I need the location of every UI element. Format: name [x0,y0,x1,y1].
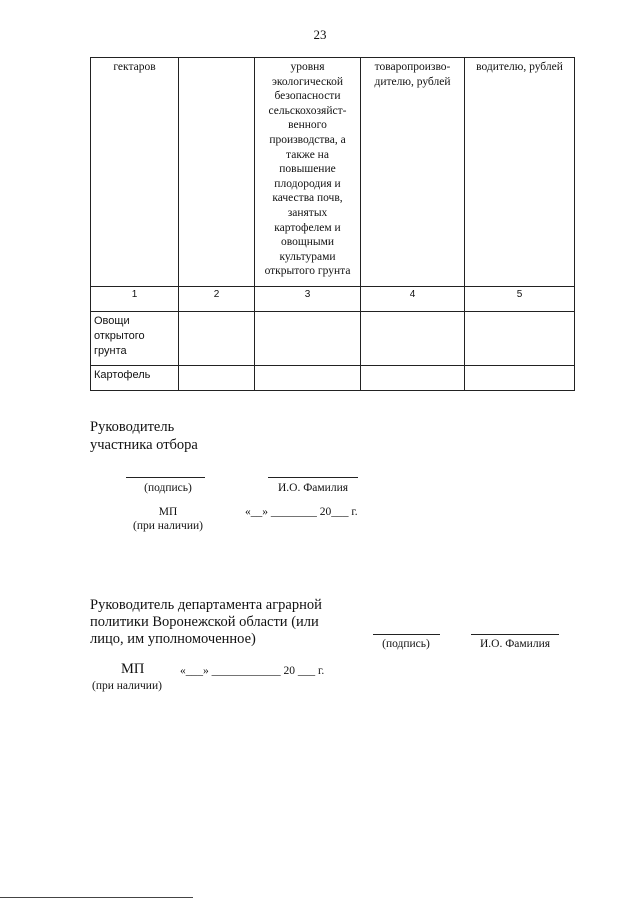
participant-date-field[interactable]: «__» ________ 20___ г. [245,506,358,518]
department-title-line3: лицо, им уполномоченное) [90,631,256,647]
department-date-field[interactable]: «___» ____________ 20 ___ г. [180,665,325,677]
department-stamp-label: МП [121,661,145,677]
header-cell-3: уровня экологической безопасности сельскохозяйст-венного производства, а также на повышение плодородия и качества почв, занятых картофелем и овощными культурами открытого грунта [255,58,361,287]
department-signature-label: (подпись) [382,638,430,650]
department-stamp-note: (при наличии) [92,680,162,692]
table-cell[interactable] [255,312,361,366]
participant-signature-label: (подпись) [144,482,192,494]
table-cell[interactable] [179,366,255,391]
row-label-vegetables: Овощи открытого грунта [91,312,179,366]
table-row [91,366,575,391]
department-title-line1: Руководитель департамента аграрной [90,597,322,613]
participant-title-line2: участника отбора [90,437,198,453]
table-header-row [91,58,575,287]
header-cell-4: товаропроизво-дителю, рублей [361,58,465,287]
participant-name-label: И.О. Фамилия [277,482,349,494]
participant-signature-line[interactable] [126,477,205,478]
participant-title-line1: Руководитель [90,419,175,435]
row-label-potatoes: Картофель [91,366,179,391]
table-cell[interactable] [255,366,361,391]
header-cell-1: гектаров [91,58,179,287]
column-number: 5 [465,287,575,312]
page-number: 23 [313,27,327,42]
table-cell[interactable] [179,312,255,366]
department-name-label: И.О. Фамилия [479,638,551,650]
participant-name-line[interactable] [268,477,358,478]
column-number: 4 [361,287,465,312]
department-signature-line[interactable] [373,634,440,635]
header-cell-5: водителю, рублей [465,58,575,287]
header-cell-2 [179,58,255,287]
column-number: 1 [91,287,179,312]
table-row [91,312,575,366]
subsidy-table [90,57,575,391]
table-cell[interactable] [361,312,465,366]
column-number: 3 [255,287,361,312]
table-cell[interactable] [361,366,465,391]
department-name-line[interactable] [471,634,559,635]
table-cell[interactable] [465,366,575,391]
column-number-row [91,287,575,312]
department-title-line2: политики Воронежской области (или [90,614,319,630]
participant-stamp-label: МП [158,506,178,518]
table-cell[interactable] [465,312,575,366]
column-number: 2 [179,287,255,312]
participant-stamp-note: (при наличии) [133,520,203,532]
footer-rule [0,897,193,898]
